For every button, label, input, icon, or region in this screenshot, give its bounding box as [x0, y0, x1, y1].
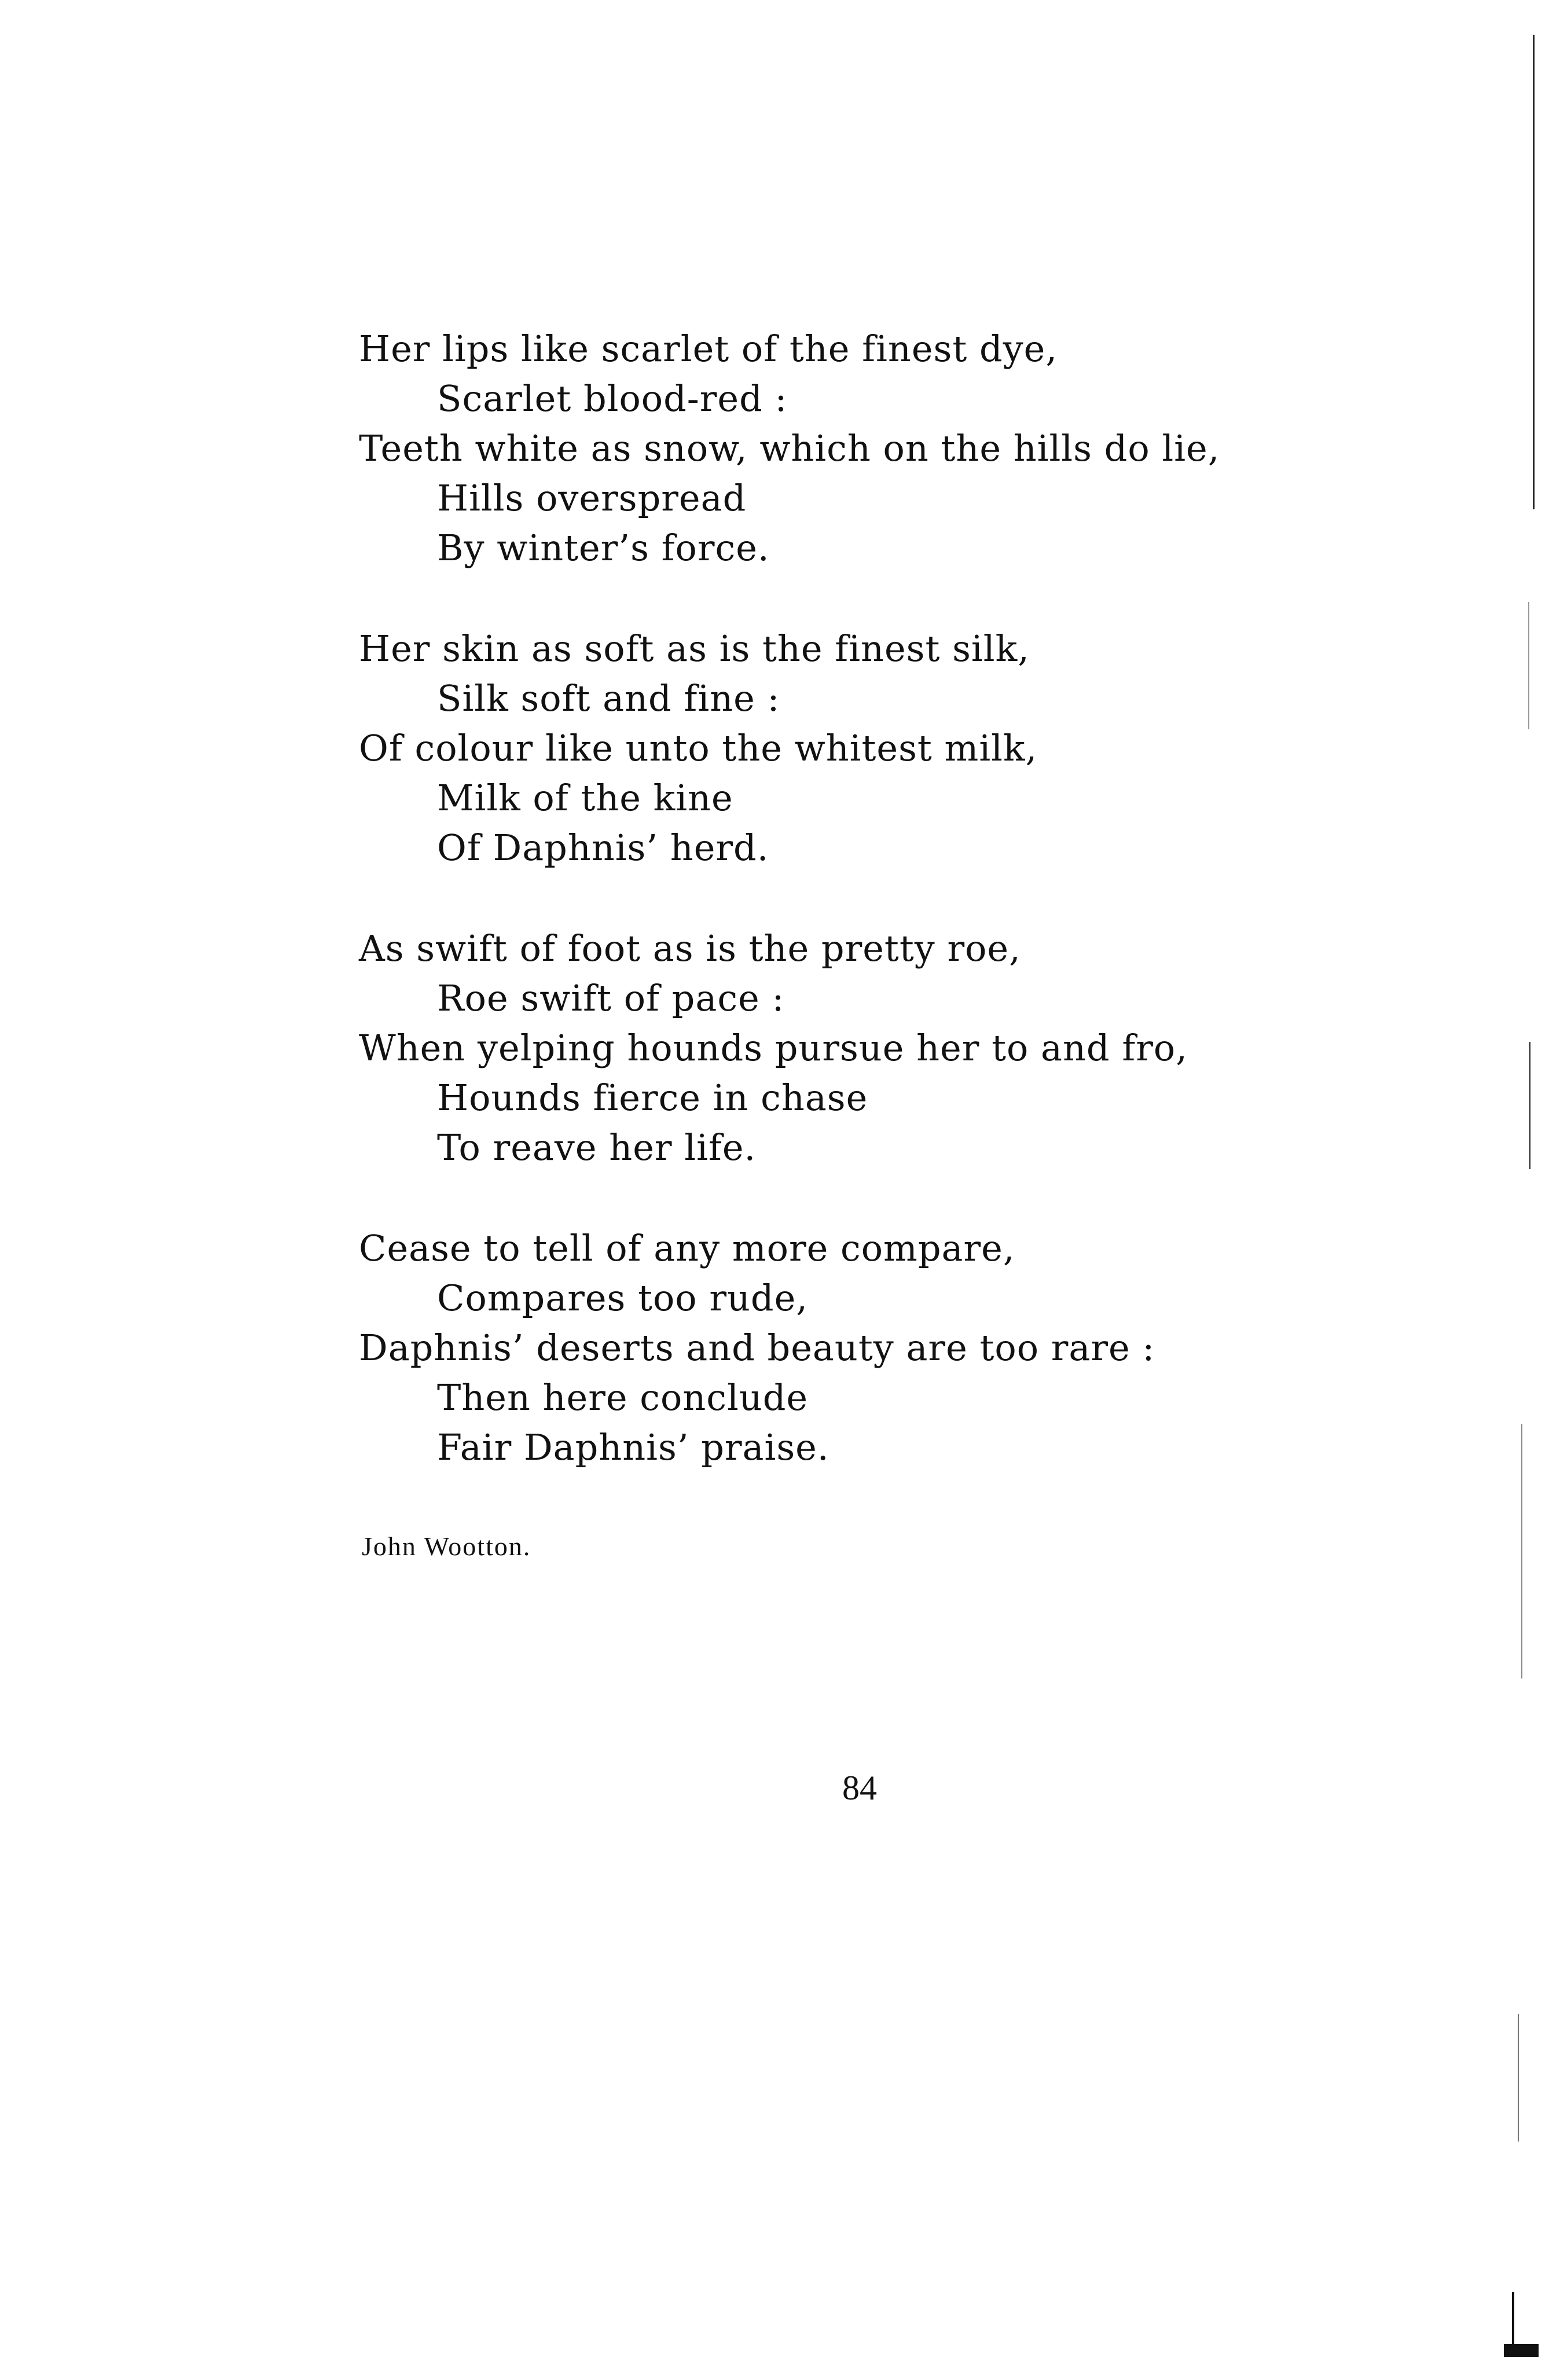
poem-line: Of Daphnis’ herd. [437, 827, 769, 869]
poem-line: Fair Daphnis’ praise. [437, 1426, 829, 1468]
stanza-4 [359, 1224, 1343, 1472]
stanza-1 [359, 324, 1343, 573]
poem-line: When yelping hounds pursue her to and fro, [359, 1027, 1188, 1069]
poem-line: Scarlet blood-red : [437, 377, 788, 420]
poem-line: Milk of the kine [437, 777, 733, 819]
poem-line: By winter’s force. [437, 527, 770, 569]
poem [359, 324, 1343, 1523]
poem-line: Daphnis’ deserts and beauty are too rare : [359, 1327, 1155, 1369]
scan-edge-line [1518, 2014, 1519, 2142]
scan-edge-line [1529, 1042, 1530, 1169]
poem-line: Silk soft and fine : [437, 677, 780, 719]
poem-line: Hounds fierce in chase [437, 1077, 868, 1119]
poem-line: Hills overspread [437, 477, 747, 519]
scan-edge-line [1528, 602, 1529, 729]
poem-line: Compares too rude, [437, 1277, 808, 1319]
scan-edge-line [1533, 35, 1535, 509]
stanza-3 [359, 924, 1343, 1173]
scan-edge-corner [1512, 2292, 1514, 2347]
poem-line: Of colour like unto the whitest milk, [359, 727, 1038, 769]
poem-line: Teeth white as snow, which on the hills do lie, [359, 427, 1220, 469]
page-number: 84 [842, 1769, 877, 1807]
poem-line: Her skin as soft as is the finest silk, [359, 627, 1030, 670]
poem-line: Cease to tell of any more compare, [359, 1227, 1015, 1269]
poem-line: As swift of foot as is the pretty roe, [359, 927, 1021, 969]
poem-line: Then here conclude [437, 1376, 809, 1419]
author-attribution: John Wootton. [362, 1531, 531, 1561]
stanza-2 [359, 624, 1343, 873]
scan-edge-line [1521, 1424, 1522, 1679]
scan-edge-corner [1504, 2344, 1539, 2357]
poem-line: Roe swift of pace : [437, 977, 785, 1019]
poem-line: To reave her life. [437, 1126, 757, 1169]
poem-line: Her lips like scarlet of the finest dye, [359, 328, 1058, 370]
